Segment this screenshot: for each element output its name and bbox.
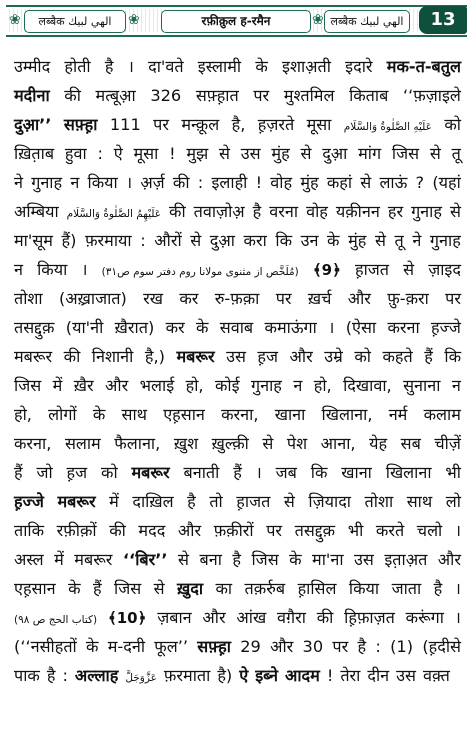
word: ह़ाजत xyxy=(354,260,390,279)
word: साथ xyxy=(121,405,147,424)
text-line xyxy=(14,661,461,690)
word: ! xyxy=(326,666,334,685)
word: में xyxy=(109,492,119,511)
text-line xyxy=(14,168,461,197)
header-rule-top xyxy=(6,5,467,7)
word: खाना xyxy=(341,463,372,482)
word: हैं xyxy=(233,463,242,482)
word: वक़्त xyxy=(422,666,450,685)
word: (यहां xyxy=(432,173,461,192)
word: : xyxy=(375,637,381,656)
word: दाख़िल xyxy=(132,492,174,511)
word: उम्रे xyxy=(324,347,343,366)
word: करना, xyxy=(14,434,52,453)
word: को xyxy=(101,463,118,482)
word: ख़ुदा xyxy=(177,579,204,598)
word: किताब xyxy=(349,86,389,105)
text-line xyxy=(14,429,461,458)
word: जिस xyxy=(14,376,42,395)
word: हो, xyxy=(185,376,204,395)
word: है xyxy=(232,550,241,569)
word: के xyxy=(196,318,209,337)
word: ने xyxy=(14,173,23,192)
word: (ऐसा xyxy=(345,318,377,337)
word: ! xyxy=(255,173,263,192)
word: भलाई xyxy=(139,376,175,395)
word: ख़ुल्क़ी xyxy=(211,434,249,453)
word: से xyxy=(449,202,461,221)
word: दिखावा, xyxy=(343,376,392,395)
word: तसद्दुक़ xyxy=(294,521,336,540)
word: साथ xyxy=(406,492,433,511)
word: गुनाह xyxy=(411,202,442,221)
word: । xyxy=(125,173,133,192)
word: बनाती xyxy=(183,463,220,482)
word: से xyxy=(190,231,202,250)
word: से xyxy=(403,260,415,279)
word: की xyxy=(172,173,190,192)
text-line xyxy=(14,458,461,487)
word: : xyxy=(62,666,68,685)
word: कि xyxy=(444,347,461,366)
word: जिस xyxy=(114,579,142,598)
word: उस xyxy=(354,550,374,569)
arabic-honorific: عَلَيْهِ الصَّلٰوةُ وَالسَّلَام xyxy=(343,121,432,133)
word: मुंह xyxy=(271,144,290,163)
text-line xyxy=(14,284,461,313)
word: करा xyxy=(243,231,267,250)
word: मुंह xyxy=(348,231,367,250)
word: जिस xyxy=(391,144,420,163)
word: करना xyxy=(387,318,420,337)
word: मत्बूआ़ xyxy=(95,86,136,105)
word: ताकि xyxy=(14,521,45,540)
word: पर xyxy=(275,289,292,308)
word: आंख xyxy=(236,608,267,627)
header-rule-bottom xyxy=(6,35,467,37)
word: मांग xyxy=(358,144,382,163)
word: ह़ासिल xyxy=(297,579,337,598)
word: लोगों xyxy=(48,405,77,424)
word: यक़ीनन xyxy=(335,202,380,221)
word: वरना xyxy=(269,202,299,221)
word: से xyxy=(178,550,189,569)
word: कोई xyxy=(214,376,240,395)
word: पर xyxy=(253,86,270,105)
word: है xyxy=(187,492,196,511)
word: के xyxy=(86,637,99,656)
word: (ह़दीसे xyxy=(422,637,461,656)
text-line xyxy=(14,545,461,574)
word: की xyxy=(63,347,81,366)
word: लो xyxy=(445,492,461,511)
word: ने xyxy=(412,231,422,250)
word: कमाऊंगा xyxy=(264,318,317,337)
word: मुझ xyxy=(186,144,209,163)
word: कि xyxy=(275,231,292,250)
word: मबरूर xyxy=(57,492,96,511)
arabic-honorific: عَزَّوَجَلَّ xyxy=(125,672,157,684)
word: हो, xyxy=(14,405,32,424)
word: मुंह xyxy=(300,173,319,192)
word: किया xyxy=(348,579,380,598)
word: : xyxy=(197,173,204,192)
word: तो xyxy=(209,492,223,511)
word: के xyxy=(255,57,268,76)
word: मबरूर xyxy=(14,347,53,366)
word: तू xyxy=(451,144,461,163)
text-line xyxy=(14,371,461,400)
word: से xyxy=(219,144,230,163)
word: इस्लामी xyxy=(197,57,242,76)
word: तवाज़ोअ़ xyxy=(193,202,245,221)
word: और xyxy=(270,637,294,656)
text-line xyxy=(14,342,461,371)
reference-citation: (مُلَخَّص از مثنوی مولانا روم دفتر سوم ص۳۱) xyxy=(101,266,299,278)
word: (या'नी xyxy=(65,318,104,337)
word: सुनाना xyxy=(403,376,441,395)
word: पर xyxy=(266,521,283,540)
word: 30 xyxy=(302,637,324,656)
word: हैं xyxy=(424,347,433,366)
text-line xyxy=(14,255,461,284)
word: मबरूर xyxy=(131,463,170,482)
word: जो xyxy=(36,463,53,482)
word: जाता xyxy=(391,579,422,598)
word: से xyxy=(374,231,386,250)
word: है xyxy=(252,202,262,221)
word: अल्लाह xyxy=(74,666,119,685)
word: वग़ैरा xyxy=(277,608,306,627)
word: फैलाना, xyxy=(114,434,161,453)
word: मुश्तमिल xyxy=(283,86,335,105)
word: मबरूर xyxy=(176,347,215,366)
word: से xyxy=(429,144,441,163)
header-right-title: लब्बैक الهي لبيك xyxy=(324,10,410,33)
word: पर xyxy=(332,637,349,656)
word: तेरा xyxy=(340,666,361,685)
word: में xyxy=(54,550,64,569)
word: तक़र्रुब xyxy=(244,579,286,598)
word: मूसा xyxy=(306,115,332,134)
word: लाऊं xyxy=(379,173,408,192)
word: चीज़ें xyxy=(434,434,461,453)
text-line xyxy=(14,226,461,255)
word: से xyxy=(153,579,165,598)
word: मबरूर xyxy=(74,550,113,569)
word: न xyxy=(451,376,461,395)
word: (‘‘नसीहतों xyxy=(14,637,77,656)
word: गुनाह xyxy=(31,173,63,192)
word: ज़बान xyxy=(157,608,192,627)
word: खिलाना xyxy=(385,463,432,482)
word: ह़ज xyxy=(257,347,279,366)
body-text xyxy=(14,52,461,690)
word: बना xyxy=(199,550,222,569)
word: करूंगा xyxy=(405,608,444,627)
word: हैं xyxy=(92,579,102,598)
word: ख़ित़ाब xyxy=(14,144,55,163)
word: की xyxy=(316,608,334,627)
word: खिलाना, xyxy=(321,405,373,424)
word: हुवा xyxy=(64,144,87,163)
word: दुआ़’’ xyxy=(14,115,52,134)
word: है xyxy=(357,637,367,656)
word: इलाही xyxy=(211,173,248,192)
word: 326 xyxy=(150,86,182,105)
word: ख़र्च xyxy=(307,289,332,308)
word: न xyxy=(14,260,23,279)
word: ह़ाजत xyxy=(236,492,271,511)
word: इदारे xyxy=(345,57,373,76)
word: तू xyxy=(394,231,404,250)
word: है xyxy=(46,666,56,685)
word: उस xyxy=(226,347,246,366)
word: फूल’’ xyxy=(154,637,189,656)
word: दीन xyxy=(367,666,390,685)
word: और xyxy=(437,550,461,569)
word: गुनाह xyxy=(250,376,282,395)
text-line xyxy=(14,52,461,81)
word: का xyxy=(215,579,233,598)
word: (अख़्राजात) xyxy=(58,289,127,308)
word: को xyxy=(444,115,461,134)
word: तोशा xyxy=(364,492,394,511)
word: गुनाह xyxy=(429,231,461,250)
word: कहते xyxy=(382,347,413,366)
word: हैं) xyxy=(61,231,77,250)
word: आना, xyxy=(320,434,356,453)
word: सवाब xyxy=(219,318,254,337)
word: औरों xyxy=(154,231,182,250)
word: कर xyxy=(165,318,185,337)
word: : xyxy=(140,231,146,250)
word: हो, xyxy=(313,376,332,395)
word: भी xyxy=(445,463,461,482)
word: । xyxy=(328,318,335,337)
word: रु-फ़क़ा xyxy=(214,289,260,308)
word: एह़सान xyxy=(14,579,56,598)
word: । xyxy=(81,260,88,279)
word: से xyxy=(283,492,295,511)
word: ज़ाइद xyxy=(428,260,461,279)
word: में xyxy=(52,376,63,395)
word: किया xyxy=(37,260,68,279)
word: वोह xyxy=(306,202,328,221)
word: तोशा xyxy=(14,289,43,308)
word: सफ़्ह़ा xyxy=(197,637,231,656)
word: चलो xyxy=(416,521,443,540)
word: अ़र्ज़ xyxy=(140,173,165,192)
word: । xyxy=(255,463,262,482)
word: फ़रमाया xyxy=(85,231,132,250)
word: मक-त-बतुल xyxy=(386,57,461,76)
word: जिस xyxy=(251,550,279,569)
word: ख़ुश xyxy=(173,434,199,453)
word: ऐ xyxy=(113,144,123,163)
word: हर xyxy=(387,202,404,221)
word: ख़ैरात) xyxy=(114,318,155,337)
word: ज़ियादा xyxy=(308,492,351,511)
word: मूसा xyxy=(133,144,159,163)
word: को xyxy=(354,347,371,366)
word: । xyxy=(454,608,461,627)
word: ह़ज xyxy=(66,463,88,482)
word: 29 xyxy=(240,637,261,656)
word: उस xyxy=(240,144,261,163)
item-number: ﴾10﴿ xyxy=(107,609,147,627)
word: ! xyxy=(169,144,176,163)
header-left-title: लब्बैक الهي لبيك xyxy=(24,10,126,33)
word: सफ़्ह़ा xyxy=(63,115,98,134)
item-number: ﴾9﴿ xyxy=(312,261,341,279)
word: होती xyxy=(64,57,91,76)
word: है xyxy=(433,579,443,598)
word: ऐ xyxy=(239,666,249,685)
text-line xyxy=(14,603,461,632)
word: है) xyxy=(217,666,233,685)
word: कहां xyxy=(326,173,353,192)
word: हैं xyxy=(14,463,23,482)
word: ? xyxy=(415,173,425,192)
word: और xyxy=(347,289,371,308)
word: मा'सूम xyxy=(14,231,53,250)
text-line xyxy=(14,313,461,342)
word: दुआ़ xyxy=(322,144,348,163)
word: दुआ़ xyxy=(209,231,235,250)
text-line xyxy=(14,574,461,603)
word: पर xyxy=(445,289,461,308)
word: ह़ज़रते xyxy=(257,115,295,134)
word: मा'ना xyxy=(312,550,344,569)
word: अम्बिया xyxy=(14,202,59,221)
word: ह़ज्जे xyxy=(431,318,461,337)
arabic-honorific: عَلَيْهِمُ الصَّلٰوةُ وَالسَّلَام xyxy=(66,208,162,220)
word: किया xyxy=(87,173,118,192)
flower-ornament-icon: ❀ xyxy=(9,12,21,28)
word: है, xyxy=(231,115,246,134)
word: । xyxy=(454,521,461,540)
word: वोह xyxy=(270,173,293,192)
word: पाक xyxy=(14,666,40,685)
text-line xyxy=(14,81,461,110)
word: भी xyxy=(347,521,364,540)
word: न xyxy=(70,173,80,192)
word: आदम xyxy=(285,666,320,685)
word: दा'वते xyxy=(148,57,184,76)
word: की xyxy=(64,86,81,105)
word: म-दनी xyxy=(107,637,146,656)
flower-ornament-icon: ❀ xyxy=(128,12,140,28)
word: के xyxy=(289,550,302,569)
word: : xyxy=(97,144,103,163)
word: के xyxy=(68,579,81,598)
word: की xyxy=(169,202,186,221)
word: से xyxy=(300,144,312,163)
word: से xyxy=(262,434,274,453)
word: (1) xyxy=(390,637,414,656)
word: और xyxy=(105,376,129,395)
word: मन्क़ूल xyxy=(181,115,220,134)
flower-ornament-icon: ❀ xyxy=(312,12,324,28)
word: करना, xyxy=(221,405,259,424)
word: सब xyxy=(400,434,421,453)
word: उम्मीद xyxy=(14,57,51,76)
word: ‘‘बिर’’ xyxy=(122,550,168,569)
word: उन xyxy=(300,231,319,250)
word: नर्म xyxy=(388,405,408,424)
page-header xyxy=(6,4,467,38)
word: सलाम xyxy=(64,434,101,453)
word: रख xyxy=(143,289,164,308)
word: और xyxy=(177,521,202,540)
word: निशानी xyxy=(91,347,134,366)
word: ह़ज्जे xyxy=(14,492,44,511)
word: येह xyxy=(369,434,388,453)
text-line xyxy=(14,110,461,139)
word: एह़सान xyxy=(163,405,205,424)
word: तसद्दुक़ xyxy=(14,318,55,337)
word: है,) xyxy=(144,347,165,366)
word: ह़िफ़ाज़त xyxy=(344,608,395,627)
text-line xyxy=(14,487,461,516)
text-line xyxy=(14,632,461,661)
header-center-title: रफ़ीक़ुल ह-रमैन xyxy=(161,10,311,33)
word: के xyxy=(92,405,106,424)
text-line xyxy=(14,400,461,429)
word: करते xyxy=(375,521,405,540)
word: । xyxy=(127,57,134,76)
word: पर xyxy=(153,115,169,134)
word: जब xyxy=(275,463,297,482)
word: 111 xyxy=(109,115,141,134)
text-line xyxy=(14,197,461,226)
word: मदद xyxy=(138,521,166,540)
word: मदीना xyxy=(14,86,50,105)
word: इब्ने xyxy=(255,666,278,685)
word: रफ़ीक़ों xyxy=(56,521,97,540)
word: इत़ाअ़त xyxy=(384,550,428,569)
word: की xyxy=(109,521,126,540)
word: न xyxy=(293,376,303,395)
word: फ़क़ीरों xyxy=(213,521,254,540)
word: पेश xyxy=(286,434,308,453)
word: ख़ैर xyxy=(73,376,94,395)
page-number: 13 xyxy=(419,6,467,34)
word: इशाअ़ती xyxy=(282,57,331,76)
word: से xyxy=(360,173,372,192)
word: अस्ल xyxy=(14,550,44,569)
word: है xyxy=(104,57,114,76)
word: और xyxy=(289,347,313,366)
word: । xyxy=(454,579,461,598)
word: कलाम xyxy=(423,405,461,424)
word: के xyxy=(327,231,340,250)
word: सफ़्ह़ात xyxy=(195,86,239,105)
word: फ़रमाता xyxy=(163,666,211,685)
reference-citation: (کتاب الحج ص ۹۸) xyxy=(14,614,98,626)
word: उस xyxy=(396,666,416,685)
text-line xyxy=(14,516,461,545)
word: ‘‘फ़ज़ाइले xyxy=(402,86,461,105)
word: कि xyxy=(310,463,328,482)
text-line xyxy=(14,139,461,168)
word: फ़ु-क़रा xyxy=(387,289,429,308)
word: और xyxy=(202,608,226,627)
word: कर xyxy=(179,289,199,308)
word: खाना xyxy=(274,405,306,424)
